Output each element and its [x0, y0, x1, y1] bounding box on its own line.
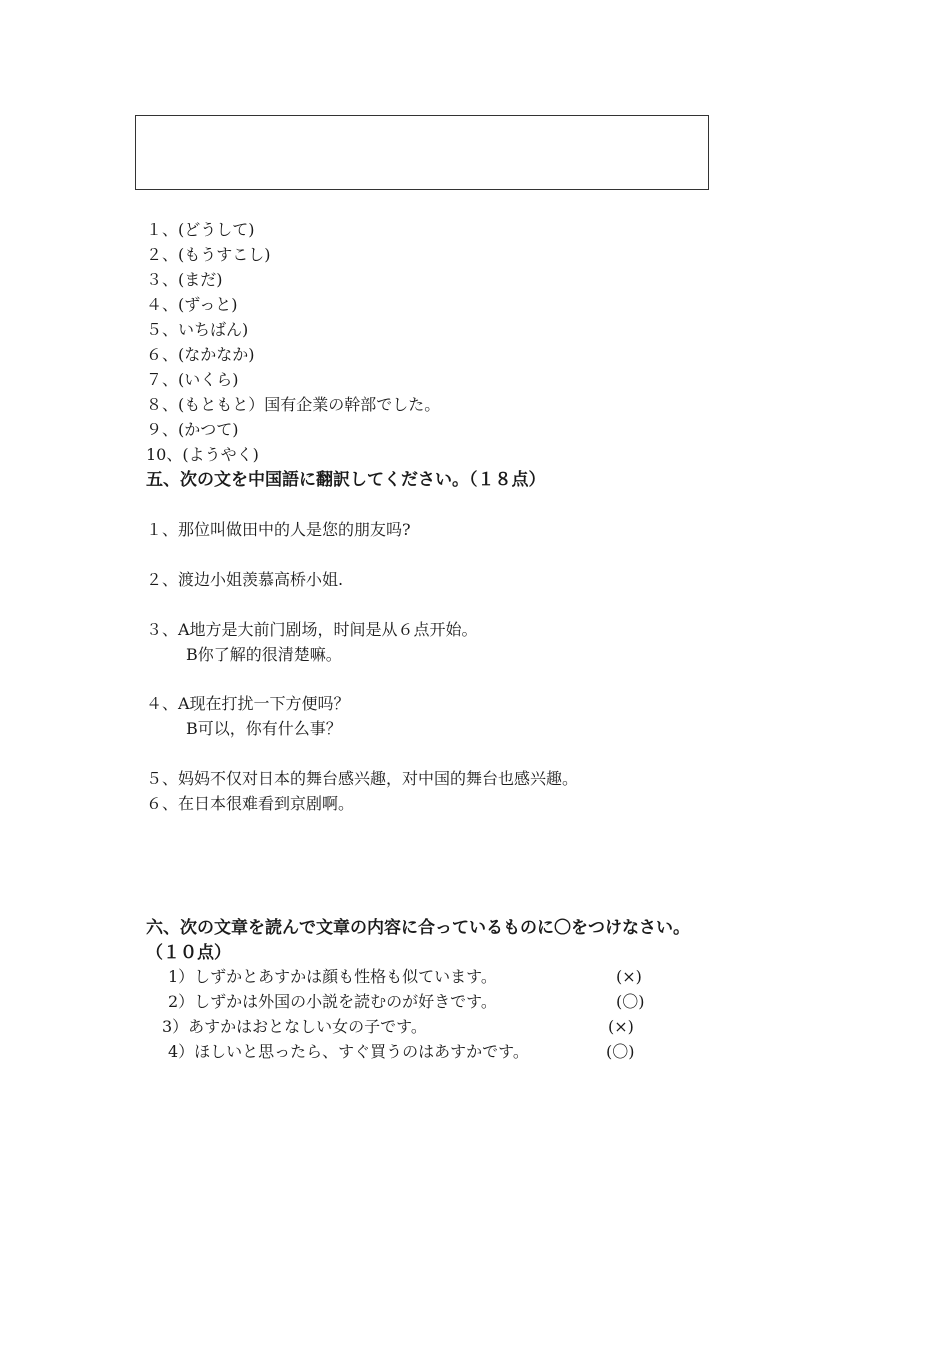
- answer-item-7: ７、(いくら): [146, 370, 239, 389]
- reading-item-2: 2）しずかは外国の小説を読むのが好きです。: [168, 992, 497, 1011]
- section-5-heading: 五、次の文を中国語に翻訳してください。（１８点）: [146, 470, 546, 490]
- answer-item-2: ２、(もうすこし): [146, 245, 271, 264]
- answer-item-1: １、(どうして): [146, 220, 255, 239]
- translation-item-6: ６、在日本很难看到京剧啊。: [146, 794, 355, 813]
- reading-mark-4: (〇): [606, 1042, 635, 1061]
- answer-item-5: ５、いちばん): [146, 320, 249, 339]
- reading-item-4: 4）ほしいと思ったら、すぐ買うのはあすかです。: [168, 1042, 529, 1061]
- answer-item-10: 10、(ようやく): [146, 445, 259, 464]
- answer-item-3: ３、(まだ): [146, 270, 223, 289]
- translation-item-3a: ３、A地方是大前门剧场，时间是从６点开始。: [146, 620, 478, 639]
- translation-item-4a: ４、A现在打扰一下方便吗？: [146, 694, 350, 713]
- answer-item-6: ６、(なかなか): [146, 345, 255, 364]
- answer-item-9: ９、(かつて): [146, 420, 239, 439]
- answer-box: [135, 115, 709, 190]
- translation-item-4b: B可以，你有什么事？: [186, 719, 342, 738]
- translation-item-1: １、那位叫做田中的人是您的朋友吗?: [146, 520, 411, 539]
- reading-item-1: 1）しずかとあすかは顔も性格も似ています。: [168, 967, 497, 986]
- reading-mark-2: (〇): [616, 992, 645, 1011]
- section-6-heading: 六、次の文章を読んで文章の内容に合っているものに〇をつけなさい。: [146, 918, 690, 938]
- translation-item-3b: B你了解的很清楚嘛。: [186, 645, 342, 664]
- section-6-heading-points: （１０点）: [146, 943, 231, 963]
- reading-item-3: 3）あすかはおとなしい女の子です。: [162, 1017, 427, 1036]
- answer-item-8: ８、(もともと）国有企業の幹部でした。: [146, 395, 441, 414]
- answer-item-4: ４、(ずっと): [146, 295, 238, 314]
- reading-mark-1: (×): [616, 967, 642, 986]
- translation-item-2: ２、渡边小姐羡慕高桥小姐.: [146, 570, 344, 589]
- reading-mark-3: (×): [608, 1017, 634, 1036]
- translation-item-5: ５、妈妈不仅对日本的舞台感兴趣，对中国的舞台也感兴趣。: [146, 769, 579, 788]
